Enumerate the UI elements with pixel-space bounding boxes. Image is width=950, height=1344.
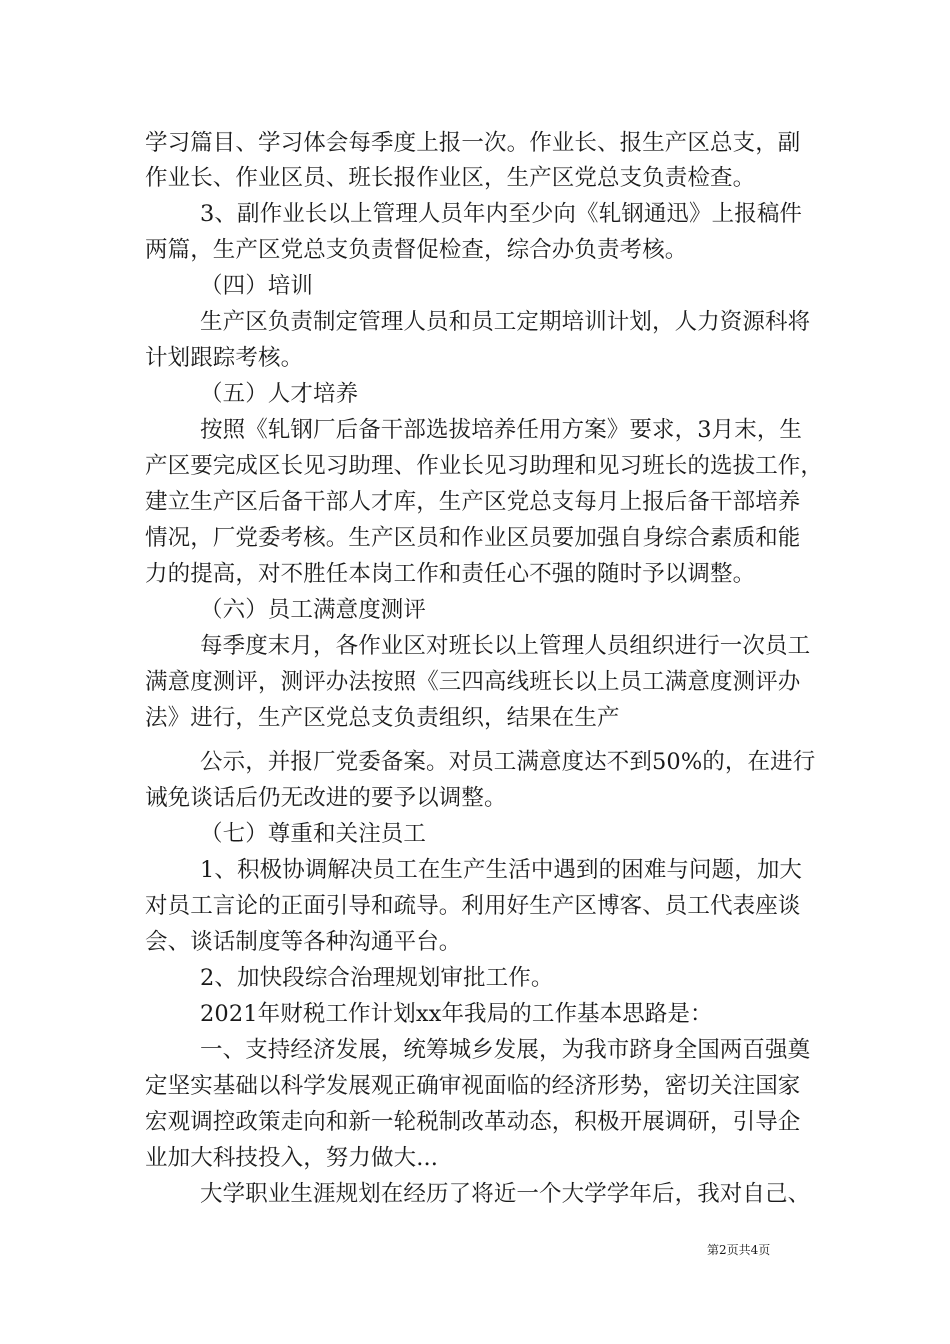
text-line-24: 2、加快段综合治理规划审批工作。	[200, 965, 554, 991]
text-line-9: 按照《轧钢厂后备干部选拔培养任用方案》要求，3月末，生	[200, 417, 803, 443]
text-line-22: 对员工言论的正面引导和疏导。利用好生产区博客、员工代表座谈	[145, 893, 801, 919]
text-line-1: 学习篇目、学习体会每季度上报一次。作业长、报生产区总支，副	[145, 130, 801, 156]
text-line-21: 1、积极协调解决员工在生产生活中遇到的困难与问题，加大	[200, 857, 803, 883]
text-line-10: 产区要完成区长见习助理、作业长见习助理和见习班长的选拔工作，	[145, 453, 824, 479]
text-line-12: 情况，厂党委考核。生产区员和作业区员要加强自身综合素质和能	[145, 525, 801, 551]
text-line-2: 作业长、作业区员、班长报作业区，生产区党总支负责检查。	[145, 165, 756, 191]
text-line-16: 满意度测评，测评办法按照《三四高线班长以上员工满意度测评办	[145, 669, 801, 695]
text-line-11: 建立生产区后备干部人才库，生产区党总支每月上报后备干部培养	[145, 489, 801, 515]
section-heading-training: （四）培训	[200, 273, 314, 299]
text-line-29: 业加大科技投入，努力做大...	[145, 1145, 438, 1171]
text-line-28: 宏观调控政策走向和新一轮税制改革动态，积极开展调研，引导企	[145, 1109, 801, 1135]
text-line-13: 力的提高，对不胜任本岗工作和责任心不强的随时予以调整。	[145, 561, 756, 587]
text-line-25: 2021年财税工作计划xx年我局的工作基本思路是：	[200, 1001, 713, 1027]
text-line-17: 法》进行，生产区党总支负责组织，结果在生产	[145, 705, 620, 731]
text-line-15: 每季度末月，各作业区对班长以上管理人员组织进行一次员工	[200, 633, 811, 659]
text-line-3: 3、副作业长以上管理人员年内至少向《轧钢通迅》上报稿件	[200, 201, 803, 227]
section-heading-talent: （五）人才培养	[200, 381, 359, 407]
text-line-7: 计划跟踪考核。	[145, 345, 304, 371]
page-number-footer: 第2页共4页	[707, 1243, 771, 1257]
text-line-18: 公示，并报厂党委备案。对员工满意度达不到50%的，在进行	[200, 749, 816, 775]
text-line-30: 大学职业生涯规划在经历了将近一个大学学年后，我对自己、	[200, 1181, 811, 1207]
text-line-19: 诫免谈话后仍无改进的要予以调整。	[145, 785, 507, 811]
text-line-23: 会、谈话制度等各种沟通平台。	[145, 929, 462, 955]
text-line-6: 生产区负责制定管理人员和员工定期培训计划，人力资源科将	[200, 309, 811, 335]
text-line-27: 定坚实基础以科学发展观正确审视面临的经济形势，密切关注国家	[145, 1073, 801, 1099]
section-heading-satisfaction: （六）员工满意度测评	[200, 597, 427, 623]
section-heading-respect: （七）尊重和关注员工	[200, 821, 427, 847]
text-line-26: 一、支持经济发展，统筹城乡发展，为我市跻身全国两百强奠	[200, 1037, 811, 1063]
text-line-4: 两篇，生产区党总支负责督促检查，综合办负责考核。	[145, 237, 688, 263]
